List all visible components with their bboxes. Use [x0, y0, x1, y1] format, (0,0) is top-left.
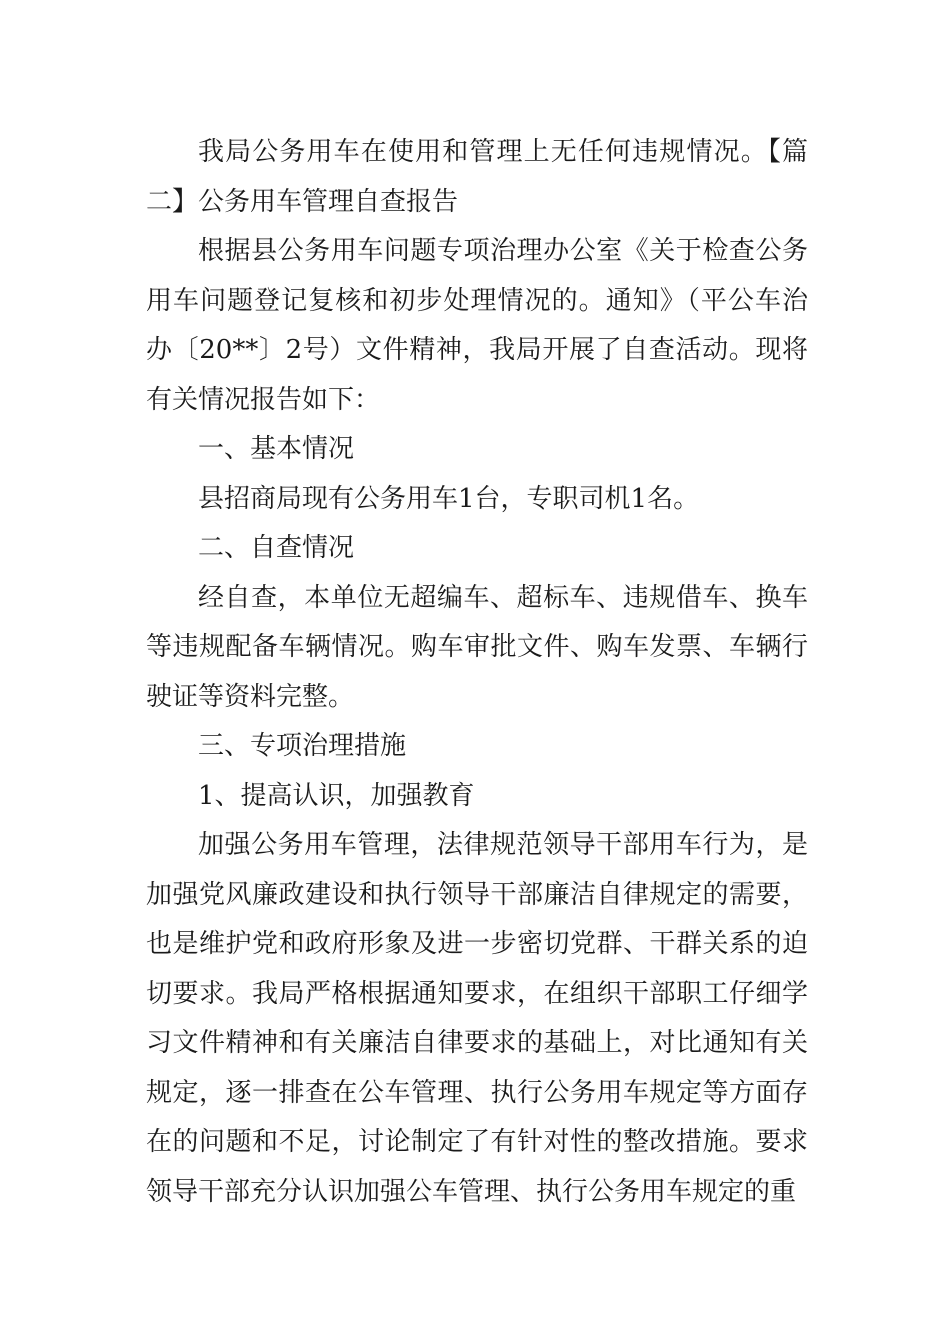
subheading-awareness: 1、提高认识，加强教育 — [198, 780, 475, 811]
heading-self-inspection: 二、自查情况 — [198, 533, 355, 563]
paragraph-self-inspection: 经自查，本单位无超编车、超标车、违规借车、换车等违规配备车辆情况。购车审批文件、购车发票、车辆行驶证等资料完整。 — [146, 582, 808, 712]
paragraph-closing-statement: 我局公务用车在使用和管理上无任何违规情况。【篇二】公务用车管理自查报告 — [146, 137, 808, 217]
heading-governance-measures: 三、专项治理措施 — [198, 731, 407, 761]
heading-basic-situation: 一、基本情况 — [198, 434, 355, 464]
paragraph-intro: 根据县公务用车问题专项治理办公室《关于检查公务用车问题登记复核和初步处理情况的。通知》（平公车治办〔20**〕2号）文件精神，我局开展了自查活动。现将有关情况报告如下： — [146, 236, 808, 415]
paragraph-awareness: 加强公务用车管理，法律规范领导干部用车行为，是加强党风廉政建设和执行领导干部廉洁自律规定的需要，也是维护党和政府形象及进一步密切党群、干群关系的迫切要求。我局严格根据通知要求，在组织干部职工仔细学习文件精神和有关廉洁自律要求的基础上，对比通知有关规定，逐一排查在公车管理、执行公务用车规定等方面存在的问题和不足，讨论制定了有针对性的整改措施。要求领导干部充分认识加强公车管理、执行公务用车规定的重 — [146, 830, 808, 1207]
document-body — [146, 128, 808, 1217]
paragraph-basic-situation: 县招商局现有公务用车1台，专职司机1名。 — [198, 483, 700, 514]
